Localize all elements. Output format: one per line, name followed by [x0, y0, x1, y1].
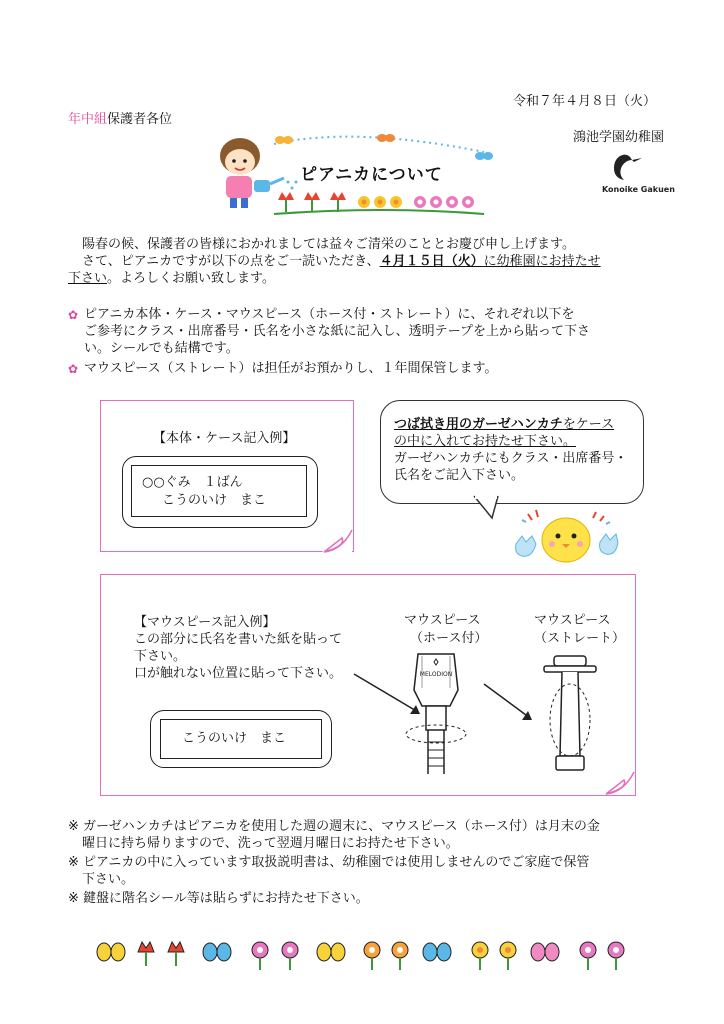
- body-example-heading: 【本体・ケース記入例】: [153, 431, 296, 446]
- page-title: ピアニカについて: [300, 165, 443, 185]
- body-example-label: [131, 465, 307, 517]
- mouthpiece-instructions: [134, 614, 374, 682]
- bubble-line-1: [394, 416, 634, 433]
- hose-label-2: （ホース付）: [410, 631, 488, 646]
- school-logo: [596, 150, 675, 198]
- recipient-class: 年中組: [68, 112, 108, 127]
- butterfly-icon: [475, 152, 493, 160]
- recipient: [68, 108, 172, 127]
- flower-icon: [358, 196, 370, 208]
- flower-icon: [430, 196, 442, 208]
- chick-illustration: [508, 504, 626, 566]
- bubble-line-4: 氏名をご記入下さい。: [394, 468, 525, 483]
- intro-paragraph: [68, 236, 668, 287]
- flower-icon: [282, 942, 298, 970]
- mouthpiece-line-2: 下さい。: [134, 649, 187, 664]
- tulip-icon: [304, 192, 320, 212]
- deadline-date: ４月１５日（火）: [379, 254, 484, 269]
- bubble-tail-icon: [470, 496, 510, 520]
- intro-line-3-rest: 。よろしくお願い致します。: [107, 271, 275, 286]
- straight-label-2: （ストレート）: [534, 631, 626, 646]
- flower-icon: [500, 942, 516, 970]
- bullet-item: [68, 306, 668, 357]
- recipient-rest: 保護者各位: [107, 112, 173, 127]
- footnote-1-line-1: ※ ガーゼハンカチはピアニカを使用した週の週末に、マウスピース（ホース付）は月末の金: [68, 819, 600, 834]
- bullet-2-line-1: マウスピース（ストレート）は担任がお預かりし、１年間保管します。: [84, 361, 498, 376]
- butterfly-icon: [275, 136, 293, 144]
- flower-bullet-icon: ✿: [68, 308, 79, 322]
- flower-icon: [364, 942, 380, 970]
- logo-text: Konoike Gakuen: [602, 185, 675, 194]
- footnote-2-line-1: ※ ピアニカの中に入っています取扱説明書は、幼稚園では使用しませんのでご家庭で保管: [68, 855, 590, 870]
- tulip-icon: [330, 192, 346, 212]
- issue-date: 令和７年４月８日（火）: [512, 94, 656, 109]
- intro-line-3: [68, 270, 668, 287]
- bottom-decoration: [88, 932, 638, 976]
- butterfly-icon: [531, 943, 559, 961]
- flower-bullet-icon: ✿: [68, 362, 79, 376]
- hose-mouthpiece-illustration: [400, 650, 472, 780]
- footnote-3-line-1: ※ 鍵盤に階名シール等は貼らずにお持たせ下さい。: [68, 891, 369, 906]
- tulip-icon: [168, 942, 184, 966]
- flower-icon: [374, 196, 386, 208]
- footnote: [68, 818, 668, 852]
- flower-icon: [414, 196, 426, 208]
- straight-label-1: マウスピース: [534, 613, 611, 628]
- intro-line-3-under: 下さい: [68, 271, 108, 286]
- tulip-icon: [138, 942, 154, 966]
- bullet-1-line-2: ご参考にクラス・出席番号・氏名を小さな紙に記入し、透明テープを上から貼って下さ: [84, 324, 590, 339]
- flower-icon: [252, 942, 268, 970]
- bubble-line-1-rest: をケース: [562, 417, 615, 432]
- butterfly-icon: [317, 943, 345, 961]
- footnote-2-line-2: 下さい。: [82, 872, 135, 887]
- bullet-1-line-3: い。シールでも結構です。: [84, 341, 239, 356]
- melodion-text: MELODION: [419, 671, 453, 678]
- mouthpiece-line-3: 口が触れない位置に貼って下さい。: [134, 666, 343, 681]
- butterfly-icon: [203, 943, 231, 961]
- bubble-line-3: ガーゼハンカチにもクラス・出席番号・: [394, 451, 628, 466]
- bubble-text: [394, 416, 634, 484]
- flower-icon: [580, 942, 596, 970]
- sender-name: 鴻池学園幼稚園: [572, 130, 664, 145]
- flower-icon: [390, 196, 402, 208]
- footnote-1-line-2: 曜日に持ち帰りますので、洗って翌週月曜日にお持たせ下さい。: [82, 836, 459, 851]
- butterfly-icon: [377, 134, 395, 142]
- mouthpiece-name: こうのいけ まこ: [182, 731, 287, 746]
- bullet-item: [68, 360, 668, 377]
- intro-line-1: 陽春の候、保護者の皆様におかれましては益々ご清栄のこととお慶び申し上げます。: [82, 237, 575, 252]
- page-curl-icon: [604, 770, 636, 796]
- mouthpiece-heading: 【マウスピース記入例】: [134, 615, 276, 630]
- child-illustration: [220, 138, 284, 208]
- flower-icon: [446, 196, 458, 208]
- body-example-line-1: ○○ぐみ １ばん: [142, 475, 243, 490]
- straight-mouthpiece-illustration: [540, 652, 600, 778]
- bubble-line-2: の中に入れてお持たせ下さい。: [394, 434, 577, 449]
- bullet-1-line-1: ピアニカ本体・ケース・マウスピース（ホース付・ストレート）に、それぞれ以下を: [84, 307, 575, 322]
- intro-line-2-text: さて、ピアニカですが以下の点をご一読いただき、: [82, 254, 380, 269]
- intro-line-2: [68, 253, 668, 270]
- arrow-icon: [480, 680, 540, 724]
- bubble-gauze-label: つば拭き用のガーゼハンカチ: [394, 417, 563, 432]
- intro-line-2-mid: に幼稚園にお持たせ: [483, 254, 601, 269]
- butterfly-icon: [423, 943, 451, 961]
- tulip-icon: [278, 192, 294, 212]
- flower-icon: [608, 942, 624, 970]
- butterfly-icon: [97, 943, 125, 961]
- body-example-line-2: こうのいけ まこ: [162, 493, 267, 508]
- hose-label-1: マウスピース: [404, 613, 481, 628]
- flower-icon: [392, 942, 408, 970]
- footnote: [68, 890, 668, 907]
- footnote: [68, 854, 668, 888]
- mouthpiece-line-1: この部分に氏名を書いた紙を貼って: [134, 632, 343, 647]
- flower-icon: [462, 196, 474, 208]
- page-curl-icon: [322, 528, 354, 554]
- flower-icon: [472, 942, 488, 970]
